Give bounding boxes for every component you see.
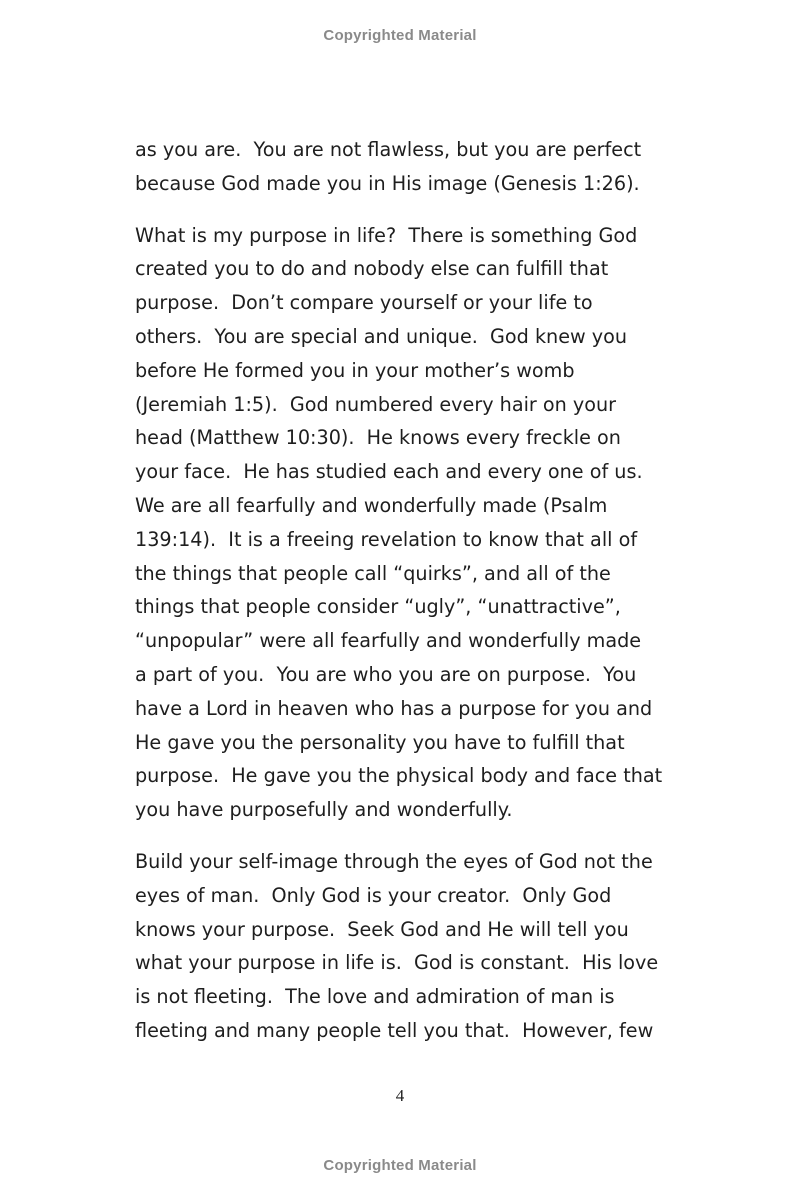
text-line: purpose. He gave you the physical body and face that: [135, 764, 663, 788]
text-line: knows your purpose. Seek God and He will tell you: [135, 917, 629, 941]
text-line: you have purposefully and wonderfully.: [135, 798, 513, 822]
text-line: as you are. You are not flawless, but you are perfect: [135, 138, 642, 161]
text-line: eyes of man. Only God is your creator. Only God: [135, 883, 612, 907]
text-line: (Jeremiah 1:5). God numbered every hair on your: [135, 392, 617, 416]
text-line: a part of you. You are who you are on purpose. You: [135, 662, 637, 686]
text-line: before He formed you in your mother’s womb: [135, 358, 575, 382]
text-line: your face. He has studied each and every one of us.: [135, 460, 643, 484]
paragraph: [135, 845, 675, 1048]
text-line: He gave you the personality you have to fulfill that: [135, 730, 625, 754]
text-line: We are all fearfully and wonderfully made (Psalm: [135, 493, 608, 517]
text-line: because God made you in His image (Genesis 1:26).: [135, 171, 640, 195]
text-line: things that people consider “ugly”, “unattractive”,: [135, 595, 621, 619]
text-line: fleeting and many people tell you that. However, few: [135, 1018, 654, 1042]
text-line: What is my purpose in life? There is something God: [135, 223, 638, 247]
text-line: others. You are special and unique. God knew you: [135, 324, 628, 348]
text-line: created you to do and nobody else can fulfill that: [135, 257, 609, 281]
text-line: the things that people call “quirks”, and all of the: [135, 561, 611, 585]
copyright-watermark-bottom: Copyrighted Material: [323, 1157, 477, 1174]
paragraph: [135, 133, 675, 201]
text-line: is not fleeting. The love and admiration of man is: [135, 985, 615, 1009]
text-line: head (Matthew 10:30). He knows every freckle on: [135, 426, 621, 450]
paragraph: [135, 219, 675, 827]
text-line: “unpopular” were all fearfully and wonderfully made: [135, 629, 642, 653]
text-line: Build your self-image through the eyes of God not the: [135, 849, 653, 873]
text-line: purpose. Don’t compare yourself or your life to: [135, 291, 593, 315]
text-line: what your purpose in life is. God is constant. His love: [135, 951, 659, 975]
page-number: 4: [395, 1086, 405, 1105]
text-line: 139:14). It is a freeing revelation to know that all of: [135, 527, 638, 551]
page-body: [135, 133, 675, 1066]
text-line: have a Lord in heaven who has a purpose for you and: [135, 696, 653, 720]
copyright-watermark-top: Copyrighted Material: [323, 27, 477, 44]
